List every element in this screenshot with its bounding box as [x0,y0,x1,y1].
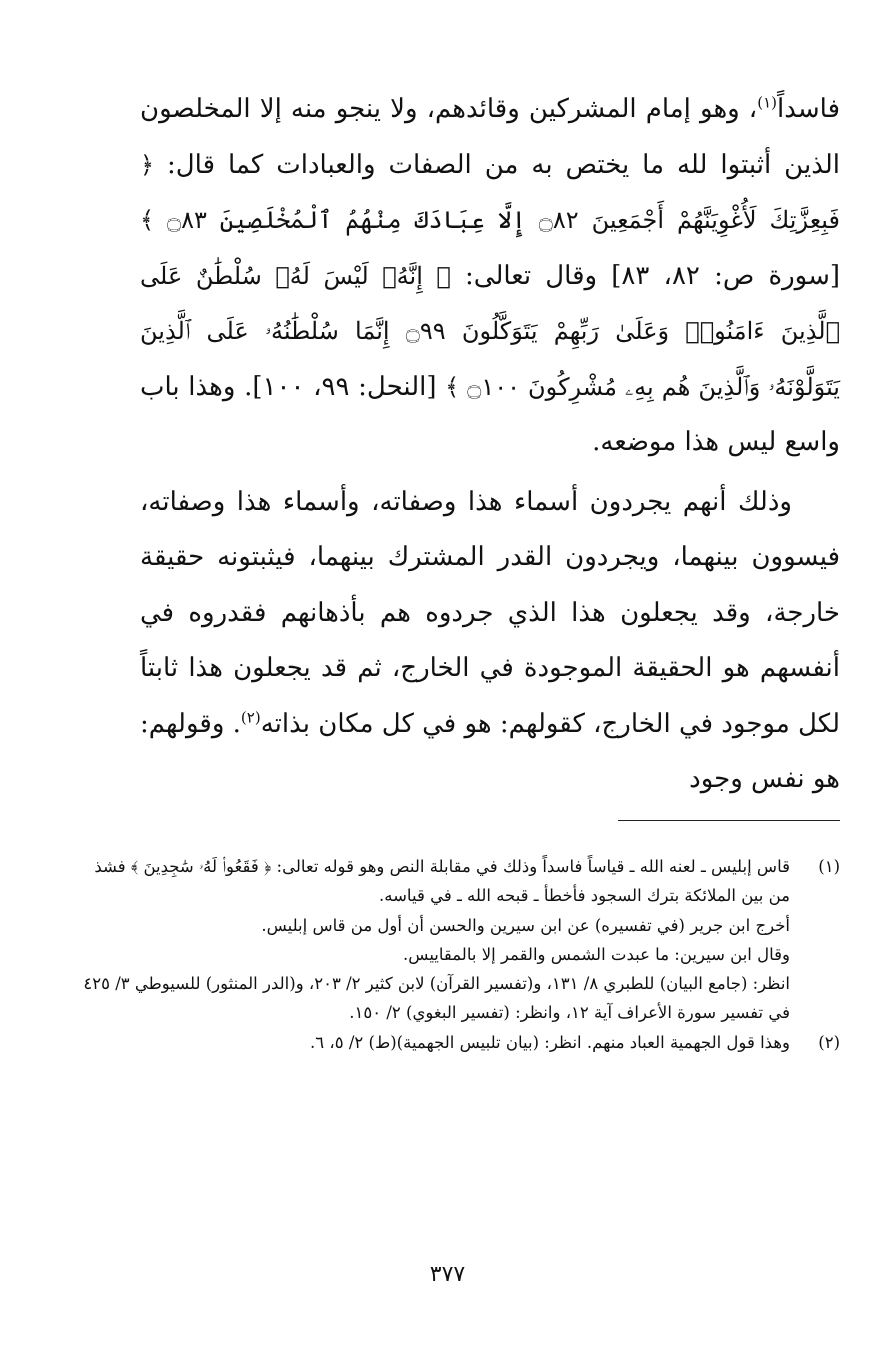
text-span: ، وهو إمام المشركين وقائدهم، ولا ينجو منه إلا المخلصون الذين أثبتوا لله ما يختص به من الصفات والعبادات كما قال: [140,94,840,180]
footnote-ref-1[interactable]: (١) [757,93,777,112]
footnote-number: (١) [818,857,840,876]
footnote-body [80,1028,790,1057]
footnote-line: وهذا قول الجهمية العباد منهم. انظر: (بيان تلبيس الجهمية)(ط) ٢/ ٥، ٦. [310,1032,790,1052]
page-number: ٣٧٧ [429,1262,466,1287]
footnotes [80,852,840,1057]
footnote-number: (٢) [818,1032,840,1052]
footnote-1 [80,852,840,1028]
footnote-body [80,852,790,1028]
text-span: فاسداً [776,94,840,124]
quran-verse-sad: ﴿ فَبِعِزَّتِكَ لَأُغْوِيَنَّهُمْ أَجْمَعِينَ ۝٨٢ إِلَّا عِبَادَكَ مِنْهُمُ ٱلْمُخْلَصِينَ ۝٨٣ ﴾ [140,150,840,234]
footnote-line: انظر: (جامع البيان) للطبري ٨/ ١٣١، و(تفسير القرآن) لابن كثير ٢/ ٢٠٣، و(الدر المنثور) للسيوطي ٣/ ٤٢٥ في تفسير سورة الأعراف آية ١٢، وانظر: (تفسير البغوي) ٢/ ١٥٠. [83,974,790,1023]
main-text [140,82,840,808]
footnote-line: قاس إبليس ـ لعنه الله ـ قياساً فاسداً وذلك في مقابلة النص وهو قوله تعالى: ﴿ فَقَعُوا۟ لَهُۥ سَٰجِدِينَ ﴾ فشذ من بين الملائكة بترك السجود فأخطأ ـ قبحه الله ـ في قياسه. [94,857,790,906]
paragraph-1 [140,82,840,471]
quran-verse-nahl: ﴿ إِنَّهُۥ لَيْسَ لَهُۥ سُلْطَٰنٌ عَلَى ٱلَّذِينَ ءَامَنُوا۟ وَعَلَىٰ رَبِّهِمْ يَتَوَكَّلُونَ ۝٩٩ إِنَّمَا سُلْطَٰنُهُۥ عَلَى ٱلَّذِينَ يَتَوَلَّوْنَهُۥ وَٱلَّذِينَ هُم بِهِۦ مُشْرِكُونَ ۝١٠٠ ﴾ [140,261,841,401]
text-span: وذلك أنهم يجردون أسماء هذا وصفاته، وأسماء هذا وصفاته، فيسوون بينهما، ويجردون القدر المشترك بينهما، فيثبتونه حقيقة خارجة، وقد يجعلون هذا الذي جردوه هم بأذهانهم فقدروه في أنفسهم هو الحقيقة الموجودة في الخارج، ثم قد يجعلون هذا ثابتاً لكل موجود في الخارج، كقولهم: هو في كل مكان بذاته [140,486,840,739]
footnote-ref-2[interactable]: (٢) [240,707,261,726]
footnote-2 [80,1028,840,1057]
footnote-line: أخرج ابن جرير (في تفسيره) عن ابن سيرين والحسن أن أول من قاس إبليس. [261,915,790,935]
paragraph-2 [140,475,840,808]
footnote-separator [618,820,840,821]
text-span: . وقولهم: هو نفس وجود [139,708,840,794]
footnote-line: وقال ابن سيرين: ما عبدت الشمس والقمر إلا بالمقاييس. [403,944,790,964]
verse-reference-nahl: [النحل: ٩٩، ١٠٠]. وهذا باب واسع ليس هذا موضعه. [140,371,840,457]
verse-reference-sad: [سورة ص: ٨٢، ٨٣] وقال تعالى: [450,260,840,291]
